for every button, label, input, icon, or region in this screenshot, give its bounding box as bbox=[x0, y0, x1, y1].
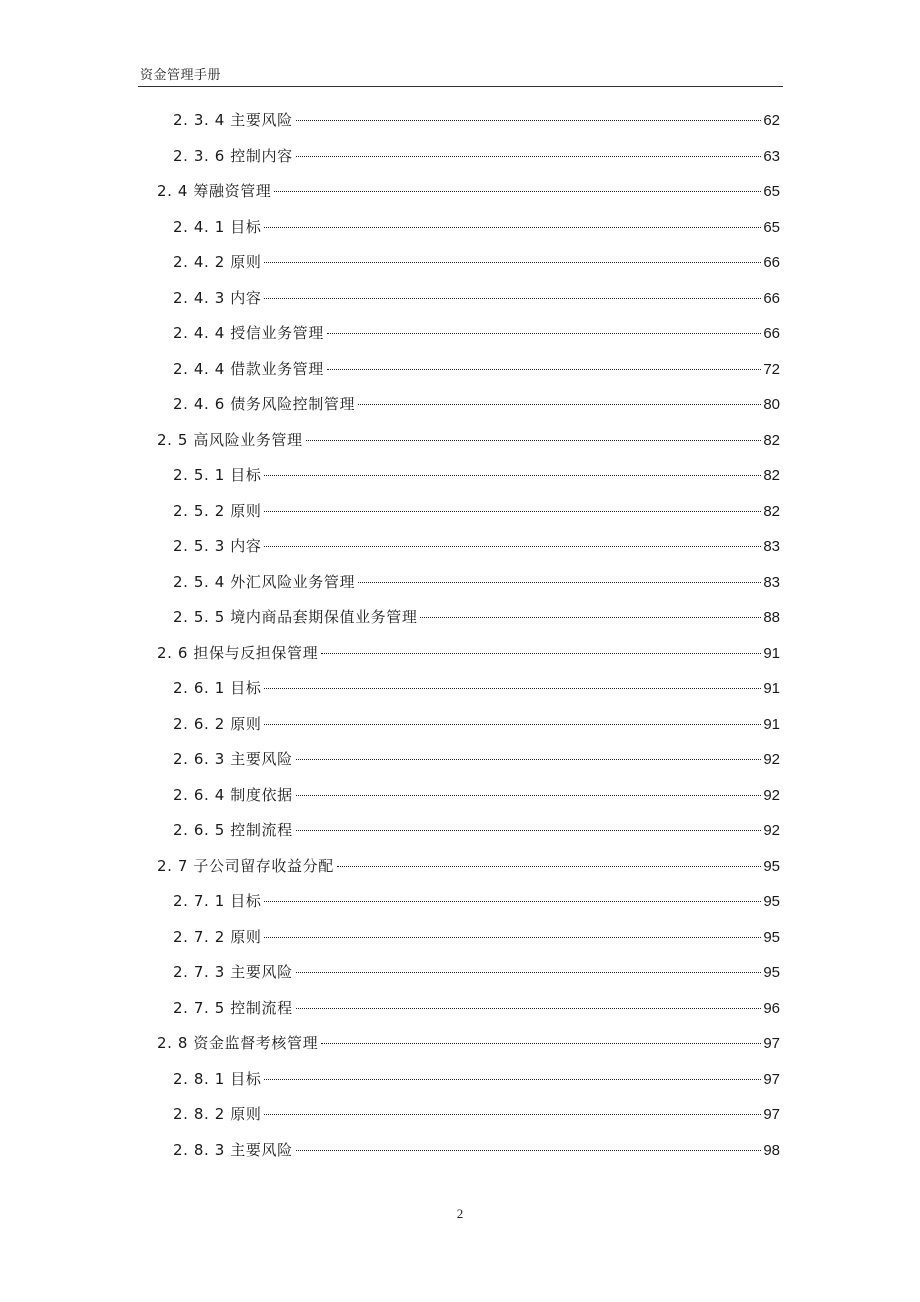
toc-entry-page-number: 92 bbox=[763, 786, 780, 804]
toc-entry[interactable] bbox=[173, 286, 780, 310]
toc-entry-title: 2. 4. 2 原则 bbox=[173, 253, 262, 271]
toc-entry-title: 2. 4. 6 债务风险控制管理 bbox=[173, 395, 356, 413]
toc-entry[interactable] bbox=[173, 783, 780, 807]
toc-dot-leader bbox=[274, 191, 761, 192]
toc-dot-leader bbox=[296, 759, 762, 760]
toc-entry-title: 2. 8. 2 原则 bbox=[173, 1105, 262, 1123]
toc-entry-title: 2. 6. 4 制度依据 bbox=[173, 785, 293, 804]
toc-entry-page-number: 65 bbox=[763, 183, 780, 200]
toc-entry[interactable] bbox=[173, 605, 780, 629]
toc-entry-page-number: 95 bbox=[763, 857, 780, 875]
toc-entry[interactable] bbox=[173, 1138, 780, 1162]
toc-entry-page-number: 82 bbox=[763, 467, 780, 484]
toc-entry-page-number: 63 bbox=[763, 147, 780, 165]
toc-dot-leader bbox=[264, 688, 761, 689]
toc-entry-page-number: 96 bbox=[763, 999, 780, 1017]
toc-entry-title: 2. 7. 5 控制流程 bbox=[173, 998, 293, 1017]
toc-entry[interactable] bbox=[173, 144, 780, 168]
toc-entry-page-number: 66 bbox=[763, 254, 780, 271]
toc-entry-title: 2. 7. 1 目标 bbox=[173, 892, 262, 910]
toc-entry[interactable] bbox=[173, 499, 780, 523]
toc-entry[interactable] bbox=[173, 747, 780, 771]
toc-entry-title: 2. 4. 4 授信业务管理 bbox=[173, 324, 324, 342]
toc-dot-leader bbox=[264, 724, 761, 725]
toc-dot-leader bbox=[264, 937, 761, 938]
toc-dot-leader bbox=[321, 653, 761, 654]
toc-entry[interactable] bbox=[173, 392, 780, 416]
toc-dot-leader bbox=[296, 120, 762, 121]
toc-dot-leader bbox=[306, 440, 762, 441]
toc-dot-leader bbox=[264, 901, 761, 902]
toc-dot-leader bbox=[264, 511, 761, 512]
toc-entry-title: 2. 8. 3 主要风险 bbox=[173, 1140, 293, 1159]
toc-entry-page-number: 92 bbox=[763, 822, 780, 839]
toc-dot-leader bbox=[327, 333, 761, 334]
toc-entry-page-number: 80 bbox=[763, 396, 780, 413]
toc-entry-page-number: 95 bbox=[763, 964, 780, 981]
toc-entry-page-number: 88 bbox=[763, 609, 780, 626]
toc-entry-page-number: 97 bbox=[763, 1106, 780, 1123]
toc-entry[interactable] bbox=[173, 996, 780, 1020]
toc-entry[interactable] bbox=[173, 250, 780, 274]
toc-entry[interactable] bbox=[157, 179, 780, 203]
toc-entry-page-number: 82 bbox=[763, 431, 780, 449]
toc-entry-title: 2. 3. 4 主要风险 bbox=[173, 111, 293, 129]
toc-entry[interactable] bbox=[173, 676, 780, 700]
toc-entry-page-number: 91 bbox=[763, 680, 780, 697]
toc-entry[interactable] bbox=[157, 641, 780, 665]
toc-entry-title: 2. 4. 4 借款业务管理 bbox=[173, 359, 324, 378]
toc-dot-leader bbox=[264, 475, 761, 476]
toc-entry-title: 2. 6. 1 目标 bbox=[173, 679, 262, 697]
toc-entry-title: 2. 7 子公司留存收益分配 bbox=[157, 856, 334, 875]
toc-entry-page-number: 95 bbox=[763, 893, 780, 910]
toc-entry-page-number: 95 bbox=[763, 928, 780, 946]
toc-entry-title: 2. 5. 2 原则 bbox=[173, 501, 262, 520]
toc-dot-leader bbox=[264, 1114, 761, 1115]
toc-entry-page-number: 91 bbox=[763, 644, 780, 662]
toc-entry-title: 2. 6 担保与反担保管理 bbox=[157, 643, 319, 662]
toc-entry[interactable] bbox=[173, 960, 780, 984]
toc-dot-leader bbox=[296, 156, 762, 157]
toc-entry[interactable] bbox=[173, 1067, 780, 1091]
toc-entry[interactable] bbox=[173, 357, 780, 381]
toc-dot-leader bbox=[296, 1150, 762, 1151]
toc-entry[interactable] bbox=[157, 1031, 780, 1055]
toc-entry-page-number: 66 bbox=[763, 325, 780, 342]
toc-entry-page-number: 66 bbox=[763, 289, 780, 307]
page-header bbox=[138, 62, 783, 87]
toc-dot-leader bbox=[264, 262, 761, 263]
toc-entry-title: 2. 6. 2 原则 bbox=[173, 714, 262, 733]
toc-entry-title: 2. 8. 1 目标 bbox=[173, 1069, 262, 1088]
toc-dot-leader bbox=[337, 866, 762, 867]
toc-entry-page-number: 62 bbox=[763, 112, 780, 129]
toc-entry-title: 2. 7. 3 主要风险 bbox=[173, 963, 293, 981]
toc-entry-title: 2. 7. 2 原则 bbox=[173, 927, 262, 946]
toc-entry-title: 2. 4. 1 目标 bbox=[173, 217, 262, 236]
toc-entry[interactable] bbox=[173, 925, 780, 949]
toc-dot-leader bbox=[296, 795, 762, 796]
toc-entry[interactable] bbox=[157, 854, 780, 878]
toc-dot-leader bbox=[420, 617, 761, 618]
toc-entry[interactable] bbox=[173, 534, 780, 558]
toc-entry[interactable] bbox=[173, 818, 780, 842]
toc-entry[interactable] bbox=[173, 463, 780, 487]
toc-entry-page-number: 72 bbox=[763, 360, 780, 378]
toc-entry-title: 2. 6. 3 主要风险 bbox=[173, 750, 293, 768]
toc-entry[interactable] bbox=[157, 428, 780, 452]
toc-entry[interactable] bbox=[173, 215, 780, 239]
toc-entry-title: 2. 5. 4 外汇风险业务管理 bbox=[173, 572, 356, 591]
toc-dot-leader bbox=[321, 1043, 761, 1044]
toc-entry[interactable] bbox=[173, 570, 780, 594]
toc-entry-title: 2. 5. 3 内容 bbox=[173, 537, 262, 555]
toc-dot-leader bbox=[296, 830, 762, 831]
toc-entry[interactable] bbox=[173, 1102, 780, 1126]
toc-dot-leader bbox=[327, 369, 761, 370]
toc-entry-title: 2. 4. 3 内容 bbox=[173, 288, 262, 307]
toc-entry-page-number: 83 bbox=[763, 538, 780, 555]
toc-dot-leader bbox=[358, 404, 761, 405]
toc-entry-title: 2. 5 高风险业务管理 bbox=[157, 430, 303, 449]
toc-dot-leader bbox=[296, 972, 762, 973]
toc-entry[interactable] bbox=[173, 889, 780, 913]
toc-entry[interactable] bbox=[173, 712, 780, 736]
toc-entry-title: 2. 5. 1 目标 bbox=[173, 466, 262, 484]
toc-entry-title: 2. 5. 5 境内商品套期保值业务管理 bbox=[173, 608, 418, 626]
toc-entry-page-number: 97 bbox=[763, 1035, 780, 1052]
toc-entry-title: 2. 3. 6 控制内容 bbox=[173, 146, 293, 165]
toc-entry-page-number: 82 bbox=[763, 502, 780, 520]
toc-entry[interactable] bbox=[173, 321, 780, 345]
toc-entry-title: 2. 6. 5 控制流程 bbox=[173, 821, 293, 839]
toc-dot-leader bbox=[264, 298, 761, 299]
toc-entry-title: 2. 8 资金监督考核管理 bbox=[157, 1034, 319, 1052]
toc-entry-title: 2. 4 筹融资管理 bbox=[157, 182, 272, 200]
toc-dot-leader bbox=[296, 1008, 762, 1009]
toc-entry-page-number: 97 bbox=[763, 1070, 780, 1088]
document-title: 资金管理手册 bbox=[140, 68, 222, 83]
toc-entry[interactable] bbox=[173, 108, 780, 132]
toc-dot-leader bbox=[358, 582, 761, 583]
toc-entry-page-number: 83 bbox=[763, 573, 780, 591]
toc-entry-page-number: 98 bbox=[763, 1141, 780, 1159]
toc-entry-page-number: 91 bbox=[763, 715, 780, 733]
toc-entry-page-number: 65 bbox=[763, 218, 780, 236]
toc-entry-page-number: 92 bbox=[763, 751, 780, 768]
page-number: 2 bbox=[456, 1206, 464, 1221]
toc-dot-leader bbox=[264, 1079, 761, 1080]
toc-dot-leader bbox=[264, 227, 761, 228]
toc-dot-leader bbox=[264, 546, 761, 547]
